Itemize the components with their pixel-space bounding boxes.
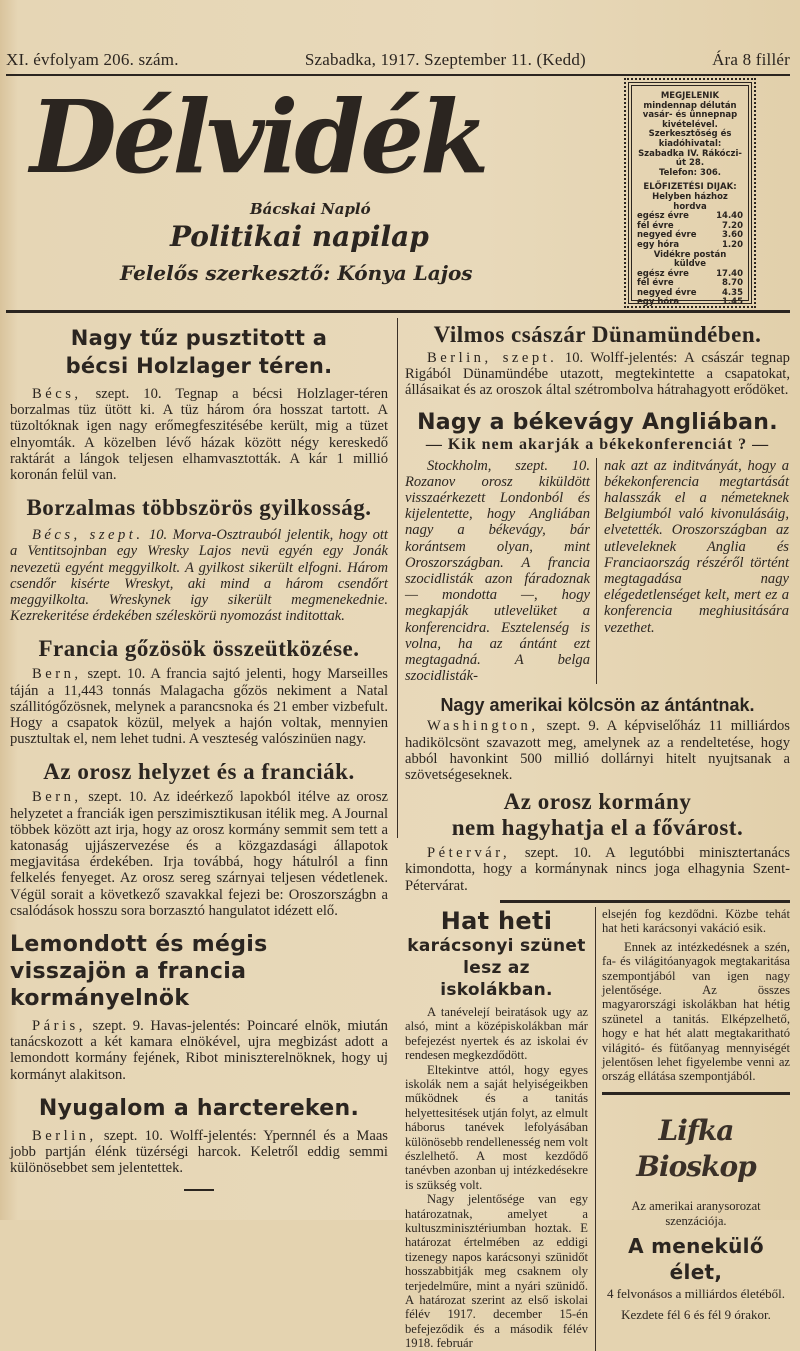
issue-date: Szabadka, 1917. Szeptember 11. (Kedd) [304, 50, 586, 69]
masthead-subtitle: Politikai napilap [170, 220, 429, 253]
info-line: Szabadka IV. Rákóczi-út 28. [638, 148, 742, 169]
article-steamships [10, 636, 388, 747]
article-england-peace [405, 409, 790, 685]
headline-line1: Hat heti [440, 906, 553, 935]
former-name: Bácskai Napló [250, 200, 371, 218]
masthead-title: Délvidék [30, 78, 486, 196]
right-column [405, 322, 790, 1351]
rate-row: fél évre 7.20 [637, 220, 743, 231]
rate-row: egész évre 17.40 [637, 268, 743, 279]
masthead-rule [6, 310, 790, 313]
header-rule [6, 74, 790, 76]
bioskop-logo: Lifka Bioskop [636, 1113, 756, 1183]
ad-text: 4 felvonásos a milliárdos életéből. [607, 1285, 785, 1301]
article-russian-government: Az orosz kormány nem hagyhatja el a fővárost. Pétervár, szept. 10. A legutóbbi minisztertanács kimondotta, hogy a kormánynak nincs joga elhagynia Szent-Pétervárat. [405, 789, 790, 894]
article-murder [10, 495, 388, 624]
info-line: Telefon: 306. [658, 167, 722, 178]
headline-line2: nem hagyhatja el a fővárost. [451, 815, 744, 841]
article-front-calm [10, 1095, 388, 1177]
article-text: szept. 10. Wolff-jelentés: Ypernnél és a Maas jobb partján élénk tüzérségi harcok. Keletről eddig semmi különösebbet sem jelentettek. [10, 1127, 388, 1177]
headline: Nagy tűz pusztitott a bécsi Holzlager téren. [65, 326, 333, 378]
dateline: Bécs, szept. [32, 527, 144, 544]
left-column [10, 324, 388, 1191]
article-text: szept. 10. A francia sajtó jelenti, hogy Marseilles táján a 11,443 tonnás Malagacha gőzös nekiment a Natal szállitógőzösnek, melynek a parancsnoka és 21 ember vizbefult. Hogy a csapatok közül, melyek a hajón voltak, mennyien pusztultak el, nem lehet tudni. A veszteség valószinüen nagy. [10, 666, 388, 748]
rate-row: egy hóra 1.45 [637, 297, 743, 308]
info-heading: MEGJELENIK [660, 91, 720, 101]
volume-number: XI. évfolyam 206. szám. [6, 50, 179, 69]
end-rule [184, 1189, 214, 1191]
article-text: 10. Morva-Osztrauból jelentik, hogy ott a Ventitsojnban egy Wresky Lajos nevü egyén egy Jonák nevezetü egyént meggyilkolt. A gyilkost sikerült elfogni. Három csendőr kisérte Wreskyt, aki mind a három csendőrt meggyilkolta. Wreskynek igy sikerült megmenekednie. Kezrekeritése érdekében széleskörü nyomozást inditottak. [10, 527, 388, 625]
rate-row: negyed évre 3.60 [637, 230, 743, 241]
christmas-break-continued [602, 907, 790, 1351]
cinema-advertisement [602, 1113, 790, 1323]
column-divider [595, 907, 596, 1351]
dateline: Bern, [32, 666, 82, 683]
headline: Borzalmas többszörös gyilkosság. [26, 495, 372, 521]
subheadline: — Kik nem akarják a békekonferenciát ? — [425, 435, 770, 453]
headline-line2: karácsonyi szünet [407, 935, 586, 956]
article-text: szept. 10. Az ideérkező lapokból itélve az orosz helyzetet a franciák igen perszimisztikusan itélik meg. A Journal többek között azt irja, hogy az orosz kormány semmit sem tett a katonaság ujjászervezése és a közgazdasági állapotok megjavitása érdekében. Irja továbbá, hogy hátulról a finn felkelés fenyeget. Az orosz sereg szárnyai teljesen védetlenek. Végül sorait a következő szavakkal fejezi be: Oroszországbn a csalódások hosszu sora borzasztó hangulatot idézett elő. [10, 789, 388, 919]
article-text: szept. 10. Tegnap a bécsi Holzlager-téren borzalmas tüz ütött ki. A tüz három óra hosszat tartott. A tüzoltóknak igen nagy erőmegfeszitésébe került, mig a tüzet elnyomták. A közelben lévő házak között négy kereskedő raktárát a lángok teljesen elhamvasztották. A kár 1 millió koronán felül van. [10, 386, 388, 484]
article-text: A tanévelejí beiratások ugy az alsó, mint a középiskolákban már befejezést nyertek és az iskolai év rendesen megkezdődött. [405, 1004, 588, 1063]
section-rule [602, 1092, 790, 1095]
headline: Az orosz helyzet és a franciák. [43, 759, 355, 785]
article-french-premier [10, 931, 388, 1083]
article-text: Ennek az intézkedésnek a szén, fa- és világitóanyagok megtakaritása szempontjából van igen nagy jelentősége. Az összes magyarországi iskolákban hat hétig szünetel a tanitás. Elképzelhető, hogy e hat hét alatt megtakaritható világitó- és fütőanyag mennyiségét jelentősen lehet figyelembe venni az ország ellátása szempontjából. [602, 939, 790, 1084]
article-american-loan: Nagy amerikai kölcsön az ántántnak. Washington, szept. 9. A képviselőház 11 milliárdos hadikölcsönt szavazott meg, amelynek az a rendeltetése, hogy abból havonkint 500 millió dollárnyi hitelt nyujtsanak a szövetségeseknek. [405, 695, 790, 784]
article-text: Eltekintve attól, hogy egyes iskolák nem a saját helyiségeikben működnek és a tanitás helyettesitések utján folyt, az elmult háborus tanévek lefolyásában különösebb rendellenesség nem volt észlelhető. A most kezdődő tanévben azonban uj intézkedésekre is szükség volt. [405, 1062, 588, 1192]
article-text-col2: nak azt az inditványát, hogy a békekonferencia megtartását halasszák el a németeknek Belgiumból való kivonulásáig, elvetették. Oroszországban az utleveleknek Anglia és Franciaország részéről történt megtagadása nagy elégedetlenséget kelt, mert ez a konferencia meghiusitására vezethet. [604, 457, 789, 636]
rate-row: egész évre 14.40 [637, 211, 743, 222]
page-header [6, 50, 790, 74]
headline-line1: Az orosz kormány [503, 789, 692, 815]
showtimes: Kezdete fél 6 és fél 9 órakor. [621, 1306, 771, 1322]
subscription-heading: ELŐFIZETÉSI DIJAK: [643, 182, 737, 193]
rate-row: egy hóra 1.20 [637, 239, 743, 250]
article-christmas-break [405, 907, 588, 1351]
rate-row: negyed évre 4.35 [637, 287, 743, 298]
headline-line3: lesz az iskolákban. [440, 957, 553, 1000]
article-wilhelm: Vilmos császár Dünamündében. Berlin, szept. 10. Wolff-jelentés: A császár tegnap Rigából Dünamündébe utazott, megtekintette a csapatokat, állásaikat és az oroszok által szétrombolva hátrahagyott erődöket. [405, 322, 790, 399]
article-text: elsején fog kezdődni. Közbe tehát hat heti karácsonyi vakáció esik. [602, 906, 790, 936]
bottom-right-section [405, 907, 790, 1351]
article-russian-situation [10, 759, 388, 919]
headline: Nyugalom a harctereken. [38, 1095, 360, 1121]
headline: Nagy amerikai kölcsön az ántántnak. [440, 695, 755, 716]
post-rates-heading: Vidékre postán küldve [653, 249, 727, 270]
subscription-info-box [628, 82, 752, 308]
ad-text: Az amerikai aranysorozat szenzációja. [631, 1198, 761, 1228]
section-rule [500, 900, 790, 903]
masthead-editor: Felelős szerkesztő: Kónya Lajos [120, 261, 473, 285]
rate-row: fél évre 8.70 [637, 278, 743, 289]
dateline: Bécs, [32, 386, 82, 402]
headline: Nagy a békevágy Angliában. [417, 409, 778, 435]
info-line: Szerkesztőség és kiadóhivatal: [648, 129, 732, 149]
article-text: szept. 9. Havas-jelentés: Poincaré elnök, miután tanácskozott a két kamara elnökével, ujra megbizást adott a lemondott kormány fejének, Ribot miniszterelnöknek, hogy uj kormányt alakitson. [10, 1018, 388, 1083]
article-text: Nagy jelentősége van egy határozatnak, amelyet a kultuszminisztériumban hoztak. E határozat értelmében az eddigi tizenegy napos karácsonyi szünidőt hosszabbitják meg csaknem oly terjedelműre, mint a nyári szünidő. A határozat szerint az első iskolai félév 1917. december 15-én befejeződik és a második félév 1918. február [405, 1192, 588, 1351]
masthead-logo [20, 80, 620, 305]
film-title: A menekülő élet, [628, 1233, 764, 1284]
headline: Vilmos császár Dünamündében. [433, 322, 762, 347]
dateline: Berlin, [32, 1127, 97, 1144]
info-line: mindennap délután vasár- és ünnepnap kivételével. [642, 100, 738, 130]
article-text-col1: Stockholm, szept. 10. Rozanov orosz kiküldött visszaérkezett Londonból és kijelentette, hogy Angliában nagy a békevágy, bár korántsem olyan, mint Oroszországban. A francia szocidlisták azon fáradoznak — mondotta —, hogy megkapják utlevelüket a konferencidra. Esztelenség is volna, ha az ántánt ezt megtagadná. A belga szocidlisták- [405, 457, 590, 685]
local-rates-heading: Helyben házhoz hordva [652, 191, 728, 212]
column-divider [397, 318, 398, 838]
article-fire [10, 324, 388, 483]
dateline: Páris, [32, 1018, 86, 1035]
price: Ára 8 fillér [712, 50, 790, 69]
headline: Lemondott és mégis visszajön a francia kormányelnök [10, 932, 268, 1012]
dateline: Bern, [32, 789, 82, 806]
headline: Francia gőzösök összeütközése. [38, 636, 360, 662]
